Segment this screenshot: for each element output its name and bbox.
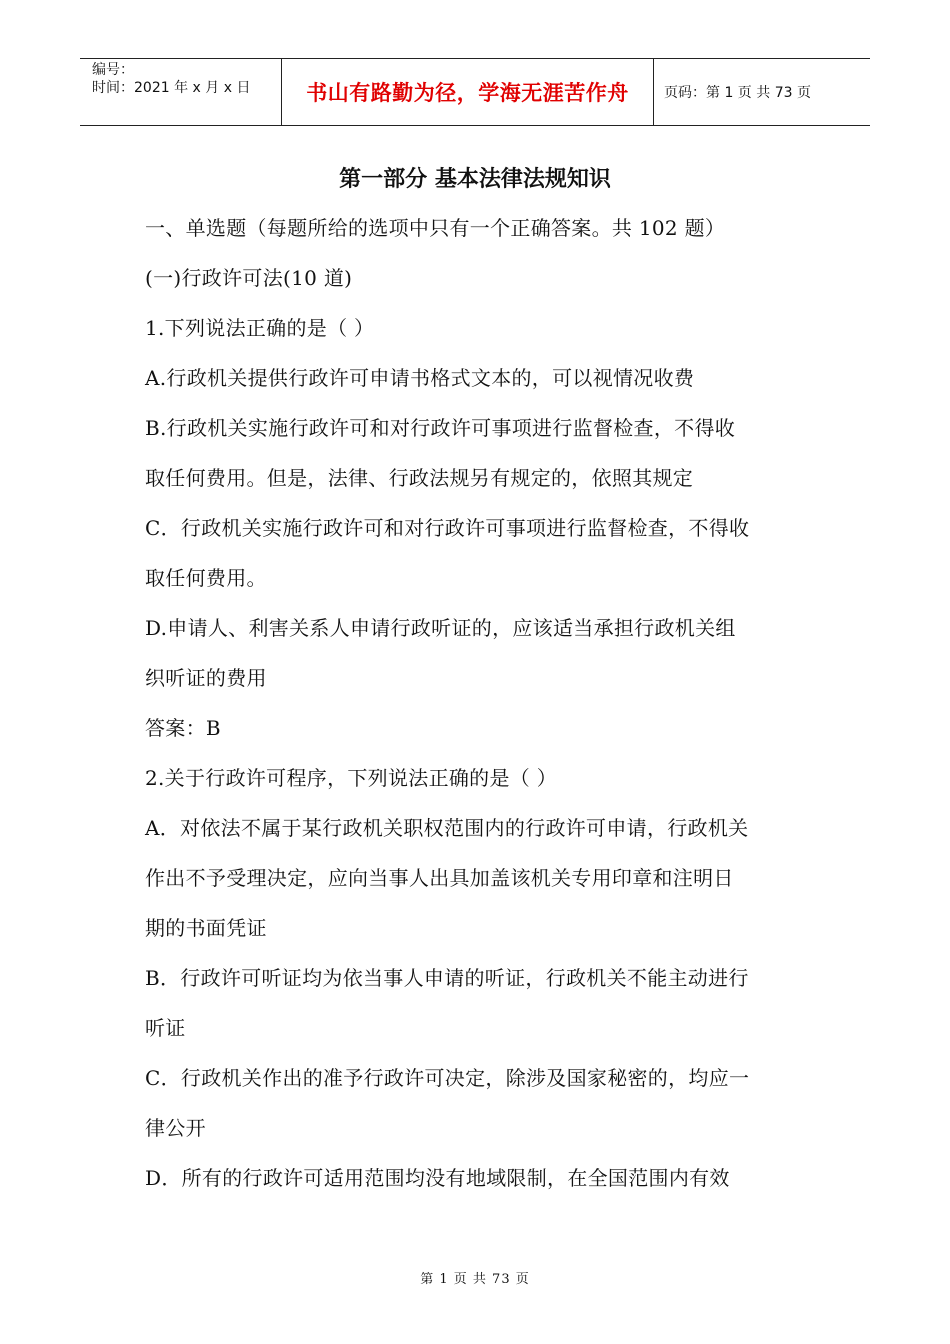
text-line: 答案：B [145, 716, 221, 740]
number-label: 编号： [92, 62, 134, 78]
header-meta [80, 59, 281, 125]
text-line: 期的书面凭证 [145, 916, 267, 940]
document-body [145, 210, 815, 1210]
text-line: 作出不予受理决定，应向当事人出具加盖该机关专用印章和注明日 [145, 866, 734, 890]
text-line: D．所有的行政许可适用范围均没有地域限制，在全国范围内有效 [145, 1166, 730, 1190]
text-line: 1.下列说法正确的是（ ） [145, 316, 375, 340]
text-line: B．行政许可听证均为依当事人申请的听证，行政机关不能主动进行 [145, 966, 749, 990]
text-line: 听证 [145, 1016, 186, 1040]
text-line: C．行政机关实施行政许可和对行政许可事项进行监督检查，不得收 [145, 516, 750, 540]
text-line: 取任何费用。但是，法律、行政法规另有规定的，依照其规定 [145, 466, 694, 490]
motto: 书山有路勤为径，学海无涯苦作舟 [281, 59, 654, 125]
text-line: 律公开 [145, 1116, 206, 1140]
text-line: A．对依法不属于某行政机关职权范围内的行政许可申请，行政机关 [145, 816, 749, 840]
text-line: 一、单选题（每题所给的选项中只有一个正确答案。共 102 题） [145, 216, 726, 240]
page-label: 页码：第 1 页 共 73 页 [664, 85, 811, 101]
page-footer: 第 1 页 共 73 页 [420, 1272, 530, 1287]
page-header [80, 58, 870, 126]
text-line: 2.关于行政许可程序，下列说法正确的是（ ） [145, 766, 558, 790]
text-line: D.申请人、利害关系人申请行政听证的，应该适当承担行政机关组 [145, 616, 736, 640]
text-line: B.行政机关实施行政许可和对行政许可事项进行监督检查，不得收 [145, 416, 736, 440]
text-line: 取任何费用。 [145, 566, 267, 590]
document-title: 第一部分 基本法律法规知识 [339, 167, 611, 192]
text-line: A.行政机关提供行政许可申请书格式文本的，可以视情况收费 [145, 366, 695, 390]
text-line: C．行政机关作出的准予行政许可决定，除涉及国家秘密的，均应一 [145, 1066, 750, 1090]
text-line: (一)行政许可法(10 道) [145, 266, 353, 290]
text-line: 织听证的费用 [145, 666, 267, 690]
date-label: 时间：2021 年 x 月 x 日 [92, 80, 251, 96]
